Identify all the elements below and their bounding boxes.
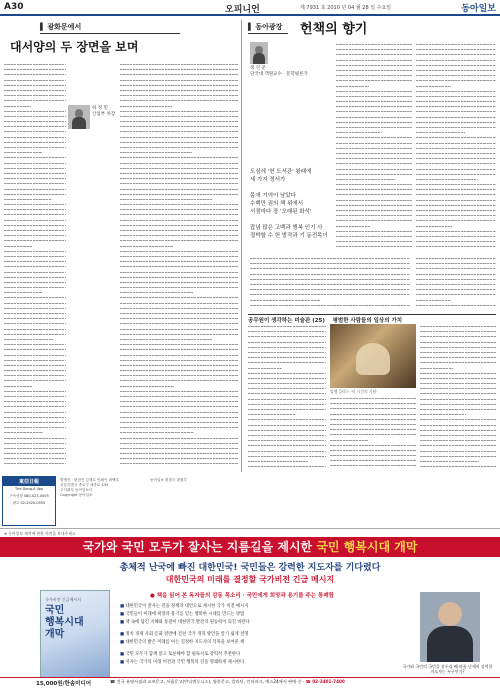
text-line — [250, 303, 410, 308]
pull-quote-line — [250, 184, 332, 192]
left-author-photo — [68, 105, 90, 129]
right-byline-role: 단국대 객원교수 · 문학평론가 — [250, 72, 308, 77]
pull-quote-line: 잡념 많은 고백과 행복 인기 사 — [250, 225, 323, 231]
column-divider — [241, 20, 242, 472]
left-body-col1 — [4, 62, 66, 472]
ad-bullet: ■ 국민 모두가 함께 읽고 토론해야 할 필독서로 강력히 추천한다 — [120, 651, 240, 657]
pull-quote-line — [250, 216, 332, 224]
book-title-line: 행복시대 — [45, 617, 84, 628]
masthead-line: 서울특별시 종로구 세종로 139 — [60, 483, 109, 487]
ad-bullet: ■ 대한민국의 밝은 미래를 여는 진정한 지도자의 덕목을 보여준 책 — [120, 639, 244, 645]
lower-number: (25) — [312, 318, 325, 324]
right-body-col1 — [336, 42, 412, 254]
ad-banner — [0, 537, 500, 557]
ad-bullet: ■ 정치 경제 사회 문화 전반에 걸친 국가 개혁 방안을 알기 쉽게 설명 — [120, 631, 248, 637]
masthead-sub: The Dong-A Ilbo — [15, 487, 43, 491]
masthead-right — [150, 478, 187, 483]
ad-headline: ● 책을 읽어 본 독자들의 감동 목소리 · 국민에게 희망과 용기를 주는 통쾌함 — [150, 593, 334, 599]
left-byline-role: 산업부 차장 — [92, 112, 116, 117]
masthead-mid: Copyright 동아일보 — [60, 493, 93, 497]
masthead-brand: 東亞日報 — [3, 477, 55, 486]
painting-caption: 빌렘 클라스 '이 시간의 기념' — [330, 389, 378, 394]
ad-price: 15,000원/한솜미디어 — [36, 681, 92, 687]
right-byline-name: 정 연 준 — [250, 66, 266, 71]
text-line — [330, 463, 416, 468]
newspaper-logo: 동아일보 — [461, 4, 496, 14]
pull-quote-line: 수백만 권의 책 위에서 — [250, 201, 304, 207]
pull-quote-line: 도심에 '헌 도서관' 왕래에 — [250, 169, 312, 175]
lower-body-col3 — [420, 324, 496, 472]
ad-banner-emphasis: 국민 행복시대 개막 — [316, 540, 418, 554]
pull-quote-line: 절박할 수 헌 발작과 기 동전목이 — [250, 233, 328, 239]
ad-footer-text: ☎ 전국 유명서점과 교보문고, 서울문고(반디앤루니스), 영풍문고, 알라딘, 인터파크, 예스24에서 판매 중 · — [110, 679, 306, 684]
text-line — [248, 464, 326, 469]
right-body-col2 — [416, 42, 496, 254]
left-title: 대서양의 두 장면을 보며 — [10, 40, 139, 54]
masthead-mid: 주식회사 동아일보사 — [60, 488, 93, 492]
masthead-line: 발행인 · 편집인 김재호 인쇄인 최맹호 — [60, 478, 119, 482]
text-line — [336, 244, 412, 249]
ad-phone: ☎ 02-3401-7400 — [305, 679, 345, 684]
masthead-right-line: 동아일보 편집국 편집부 — [150, 478, 187, 482]
ad-bullet: ■ 책 속에 담긴 지혜와 통찰이 대한민국 발전의 원동력이 되길 바란다 — [120, 619, 250, 625]
lower-body-col2 — [330, 396, 416, 472]
ad-author-caption: 국가와 국민의 국민을 송두리 째 바꿀 난세의 강력한 지도자는 누구인가? — [402, 664, 493, 674]
left-byline-name: 하 정 민 — [92, 106, 108, 111]
text-line — [416, 244, 496, 249]
page-number: A30 — [4, 2, 24, 12]
masthead-details — [60, 478, 119, 498]
book-title-line: 국민 — [45, 605, 65, 616]
right-byline — [250, 66, 308, 78]
ad-footer — [0, 677, 500, 691]
lower-kicker: 공무원이 생각하는 미술관 — [248, 318, 311, 324]
ad-book-cover[interactable] — [40, 590, 110, 678]
right-kicker: ▌ 동아광장 — [248, 22, 288, 34]
ad-author-photo — [420, 592, 480, 662]
pull-quote-line: 세 가지 정서가 — [250, 177, 286, 183]
pull-quote — [250, 168, 332, 240]
pull-quote-line: 몸에 기억이 남았다 — [250, 193, 297, 199]
right-title: 헌책의 향기 — [300, 22, 368, 37]
ad-banner-pre: 국가와 국민 모두가 잘사는 지름길을 제시한 — [82, 540, 317, 554]
text-line — [120, 461, 238, 466]
ad-bullet: ■ 국민들이 미래에 희망과 용기를 얻는 행복한 시대를 만드는 방법 — [120, 611, 244, 617]
issue-date: 제 7931 호 2010 년 04 월 28 일 수요일 — [300, 5, 392, 11]
ad-bullet: ■ 저자는 국가의 미래 비전과 국민 행복의 길을 명쾌하게 제시한다 — [120, 659, 244, 665]
pull-quote-line: 서점마다 장 '오래된 화석' — [250, 209, 312, 215]
lower-body-col1 — [248, 324, 326, 472]
advertisement[interactable] — [0, 537, 500, 691]
text-line — [4, 461, 66, 466]
text-line — [420, 464, 496, 469]
masthead-line: 광고 02-2020-0555 — [12, 501, 46, 505]
ad-book-series: 국가비전 긴급메시지 — [45, 597, 82, 602]
text-line — [416, 303, 496, 308]
lower-title: 평범한 사람들의 일상의 가치 — [332, 318, 403, 324]
ad-bullet: ■ 대한민국이 잘사는 길을 정책과 대안으로 제시한 국가 비전 메시지 — [120, 603, 248, 609]
left-byline — [92, 106, 115, 118]
right-body-col3 — [250, 256, 410, 312]
masthead-box — [2, 476, 56, 526]
book-title-line: 개막 — [45, 629, 65, 640]
lower-painting — [330, 324, 416, 388]
ad-subtitle: 총체적 난국에 빠진 대한민국! 국민들은 강력한 지도자를 기다렸다 — [119, 563, 381, 573]
left-kicker: ▌ 광화문에서 — [40, 22, 180, 34]
page-header — [0, 0, 500, 16]
ad-book-title — [45, 605, 84, 641]
right-body-col4 — [416, 256, 496, 312]
lower-kicker-row — [248, 314, 496, 324]
left-body-col3 — [120, 62, 238, 472]
section-name: 오피니언 — [225, 5, 260, 15]
footnote: ※ 동아일보 제작에 관한 의견을 보내주세요 — [0, 528, 500, 539]
right-author-photo — [250, 42, 268, 64]
ad-subtitle2: 대한민국의 미래를 결정할 국가비전 긴급 메시지 — [165, 575, 335, 584]
masthead-line: 구독신청 080-023-0005 — [9, 494, 49, 498]
